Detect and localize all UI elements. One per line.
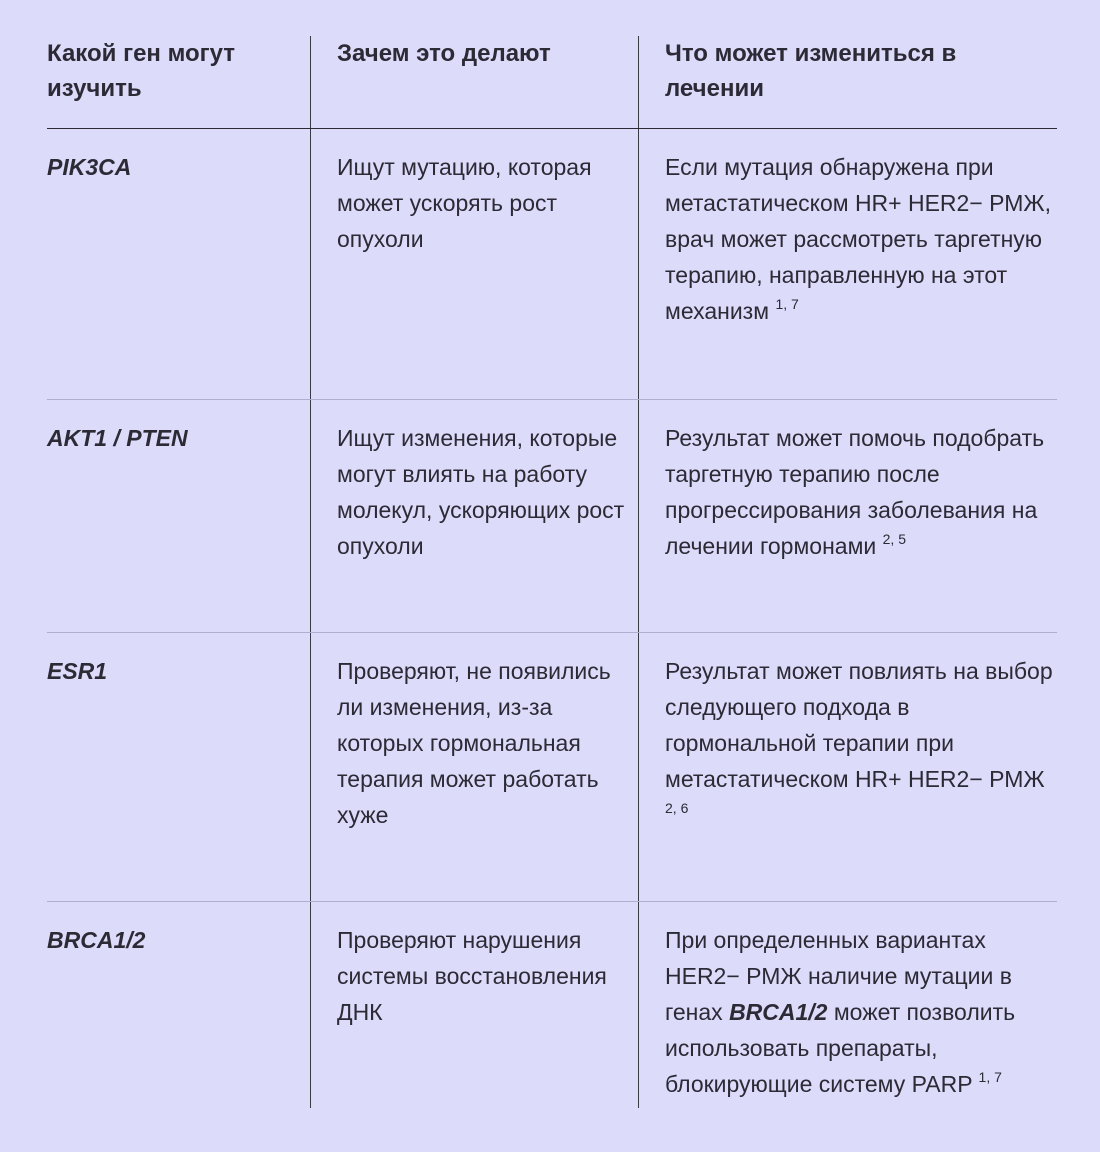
treatment-change — [638, 129, 1057, 399]
reason-text: Ищут изменения, которые могут влиять на работу молекул, ускоряющих рост опухоли — [310, 400, 638, 632]
treatment-change — [638, 400, 1057, 632]
treatment-change-text: Результат может повлиять на выбор следующего подхода в гормональной терапии при метастатическом HR+ HER2− РМЖ — [665, 658, 1053, 792]
gene-name: BRCA1/2 — [47, 927, 146, 953]
reason-text: Проверяют, не появились ли изменения, из-за которых гормональная терапия может работать хуже — [310, 633, 638, 901]
treatment-change-text: Результат может помочь подобрать таргетную терапию после прогрессирования заболевания на лечении гормонами — [665, 425, 1045, 559]
reference-marks: 2, 6 — [665, 800, 689, 816]
reference-marks: 1, 7 — [775, 296, 799, 312]
treatment-change — [638, 633, 1057, 901]
header-gene: Какой ген могут изучить — [47, 40, 236, 102]
gene-name: AKT1 / PTEN — [47, 425, 188, 451]
table-header-row — [47, 36, 1057, 129]
table-row — [47, 129, 1057, 399]
gene-name: ESR1 — [47, 658, 108, 684]
genes-table — [47, 36, 1057, 1108]
treatment-change — [638, 902, 1057, 1108]
reference-marks: 1, 7 — [978, 1069, 1002, 1085]
gene-name: PIK3CA — [47, 154, 132, 180]
header-why: Зачем это делают — [310, 36, 638, 128]
reason-text: Проверяют нарушения системы восстановления ДНК — [310, 902, 638, 1108]
table-row — [47, 399, 1057, 632]
reference-marks: 2, 5 — [882, 531, 906, 547]
header-change: Что может измениться в лечении — [638, 36, 1057, 128]
treatment-change-text-end: может позволить использовать препараты, блокирующие систему PARP — [665, 999, 1016, 1097]
reason-text: Ищут мутацию, которая может ускорять рост опухоли — [310, 129, 638, 399]
table-row — [47, 632, 1057, 901]
treatment-change-text: Если мутация обнаружена при метастатическом HR+ HER2− РМЖ, врач может рассмотреть таргетную терапию, направленную на этот механизм — [665, 154, 1052, 324]
table-row — [47, 901, 1057, 1108]
treatment-change-text-start: При определенных вариантах HER2− РМЖ наличие мутации в генах — [665, 927, 1012, 1025]
treatment-change-gene: BRCA1/2 — [729, 999, 828, 1025]
